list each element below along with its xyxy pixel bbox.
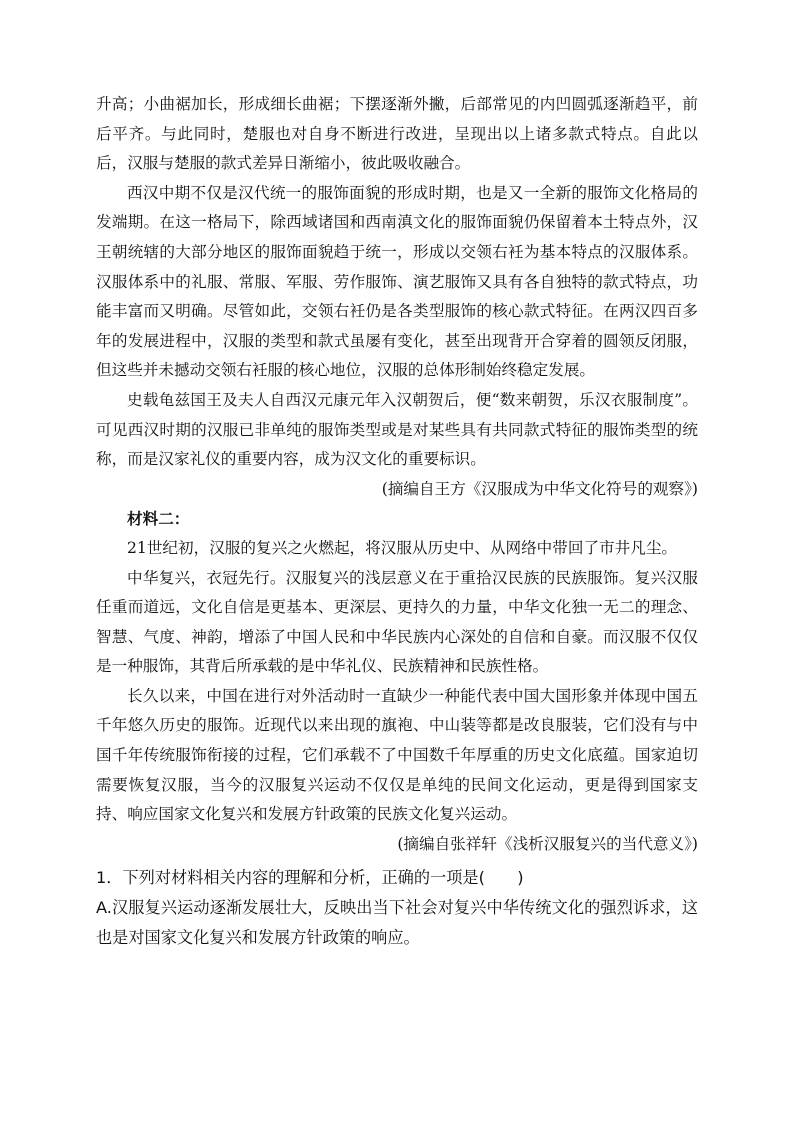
source-citation: (摘编自张祥轩《浅析汉服复兴的当代意义》) xyxy=(397,834,698,853)
question-stem: 1．下列对材料相关内容的理解和分析，正确的一项是( ) xyxy=(96,868,524,888)
paragraph: 21世纪初，汉服的复兴之火燃起，将汉服从历史中、从网络中带回了市井凡尘。 xyxy=(127,538,678,557)
section-heading: 材料二： xyxy=(127,509,190,529)
paragraph: 史载龟兹国王及夫人自西汉元康元年入汉朝贺后，便“数来朝贺，乐汉衣服制度”。可见西汉时期的汉服已非单纯的服饰类型或是对某些具有共同款式特征的服饰类型的统称，而是汉家礼仪的重要内容，成为汉文化的重要标识。 xyxy=(96,390,698,469)
paragraph: 升高；小曲裾加长，形成细长曲裾；下摆逐渐外撇，后部常见的内凹圆弧逐渐趋平，前后平齐。与此同时，楚服也对自身不断进行改进，呈现出以上诸多款式特点。自此以后，汉服与楚服的款式差异日渐缩小，彼此吸收融合。 xyxy=(96,95,698,173)
paragraph: 中华复兴，衣冠先行。汉服复兴的浅层意义在于重拾汉民族的民族服饰。复兴汉服任重而道远，文化自信是更基本、更深层、更持久的力量，中华文化独一无二的理念、智慧、气度、神韵，增添了中国人民和中华民族内心深处的自信和自豪。而汉服不仅仅是一种服饰，其背后所承载的是中华礼仪、民族精神和民族性格。 xyxy=(96,568,698,676)
document-page xyxy=(96,90,698,953)
source-citation: (摘编自王方《汉服成为中华文化符号的观察》) xyxy=(381,479,698,498)
paragraph: 长久以来，中国在进行对外活动时一直缺少一种能代表中国大国形象并体现中国五千年悠久历史的服饰。近现代以来出现的旗袍、中山装等都是改良服装，它们没有与中国千年传统服饰衔接的过程，它们承载不了中国数千年厚重的历史文化底蕴。国家迫切需要恢复汉服，当今的汉服复兴运动不仅仅是单纯的民间文化运动，更是得到国家支持、响应国家文化复兴和发展方针政策的民族文化复兴运动。 xyxy=(96,686,698,824)
answer-option-a: A.汉服复兴运动逐渐发展壮大，反映出当下社会对复兴中华传统文化的强烈诉求，这也是对国家文化复兴和发展方针政策的响应。 xyxy=(96,898,698,948)
paragraph: 西汉中期不仅是汉代统一的服饰面貌的形成时期，也是又一全新的服饰文化格局的发端期。在这一格局下，除西域诸国和西南滇文化的服饰面貌仍保留着本土特点外，汉王朝统辖的大部分地区的服饰面貌趋于统一，形成以交领右衽为基本特点的汉服体系。汉服体系中的礼服、常服、军服、劳作服饰、演艺服饰又具有各自独特的款式特点，功能丰富而又明确。尽管如此，交领右衽仍是各类型服饰的核心款式特征。在两汉四百多年的发展进程中，汉服的类型和款式虽屡有变化，甚至出现背开合穿着的圆领反闭服，但这些并未撼动交领右衽服的核心地位，汉服的总体形制始终稳定发展。 xyxy=(96,183,698,380)
